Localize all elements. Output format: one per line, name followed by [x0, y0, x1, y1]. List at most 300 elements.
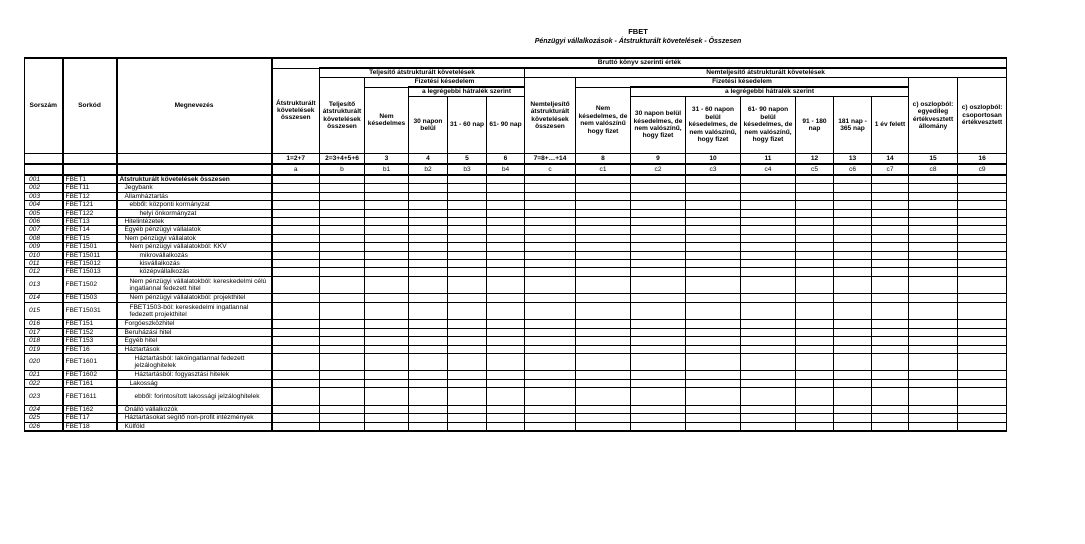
value-cell[interactable]	[741, 243, 796, 251]
value-cell[interactable]	[872, 302, 909, 320]
value-cell[interactable]	[872, 294, 909, 302]
value-cell[interactable]	[272, 251, 320, 259]
value-cell[interactable]	[487, 201, 525, 209]
value-cell[interactable]	[834, 226, 872, 234]
value-cell[interactable]	[796, 422, 834, 431]
value-cell[interactable]	[741, 226, 796, 234]
value-cell[interactable]	[272, 234, 320, 242]
value-cell[interactable]	[320, 371, 365, 379]
value-cell[interactable]	[909, 422, 958, 431]
value-cell[interactable]	[487, 379, 525, 387]
value-cell[interactable]	[631, 175, 686, 184]
value-cell[interactable]	[741, 414, 796, 422]
value-cell[interactable]	[686, 379, 741, 387]
value-cell[interactable]	[872, 328, 909, 336]
value-cell[interactable]	[834, 294, 872, 302]
value-cell[interactable]	[525, 320, 576, 328]
value-cell[interactable]	[741, 209, 796, 217]
value-cell[interactable]	[525, 405, 576, 413]
value-cell[interactable]	[796, 268, 834, 276]
value-cell[interactable]	[796, 226, 834, 234]
value-cell[interactable]	[320, 294, 365, 302]
value-cell[interactable]	[909, 209, 958, 217]
value-cell[interactable]	[320, 337, 365, 345]
value-cell[interactable]	[796, 251, 834, 259]
value-cell[interactable]	[320, 175, 365, 184]
value-cell[interactable]	[487, 260, 525, 268]
value-cell[interactable]	[448, 328, 487, 336]
value-cell[interactable]	[525, 302, 576, 320]
value-cell[interactable]	[320, 226, 365, 234]
value-cell[interactable]	[686, 337, 741, 345]
value-cell[interactable]	[487, 209, 525, 217]
value-cell[interactable]	[272, 379, 320, 387]
value-cell[interactable]	[631, 345, 686, 353]
value-cell[interactable]	[909, 218, 958, 226]
value-cell[interactable]	[365, 251, 409, 259]
value-cell[interactable]	[741, 218, 796, 226]
value-cell[interactable]	[409, 276, 448, 294]
value-cell[interactable]	[686, 251, 741, 259]
value-cell[interactable]	[365, 320, 409, 328]
value-cell[interactable]	[834, 379, 872, 387]
value-cell[interactable]	[909, 243, 958, 251]
value-cell[interactable]	[741, 302, 796, 320]
value-cell[interactable]	[958, 414, 1007, 422]
value-cell[interactable]	[741, 422, 796, 431]
value-cell[interactable]	[525, 414, 576, 422]
value-cell[interactable]	[272, 226, 320, 234]
value-cell[interactable]	[909, 276, 958, 294]
value-cell[interactable]	[834, 353, 872, 371]
value-cell[interactable]	[448, 234, 487, 242]
value-cell[interactable]	[796, 379, 834, 387]
value-cell[interactable]	[741, 320, 796, 328]
value-cell[interactable]	[409, 405, 448, 413]
value-cell[interactable]	[525, 337, 576, 345]
value-cell[interactable]	[796, 345, 834, 353]
value-cell[interactable]	[487, 422, 525, 431]
value-cell[interactable]	[365, 388, 409, 406]
value-cell[interactable]	[872, 243, 909, 251]
value-cell[interactable]	[272, 302, 320, 320]
value-cell[interactable]	[909, 353, 958, 371]
value-cell[interactable]	[409, 337, 448, 345]
value-cell[interactable]	[320, 405, 365, 413]
value-cell[interactable]	[958, 175, 1007, 184]
value-cell[interactable]	[525, 201, 576, 209]
value-cell[interactable]	[834, 209, 872, 217]
value-cell[interactable]	[409, 302, 448, 320]
value-cell[interactable]	[320, 414, 365, 422]
value-cell[interactable]	[686, 388, 741, 406]
value-cell[interactable]	[686, 192, 741, 200]
value-cell[interactable]	[576, 218, 631, 226]
value-cell[interactable]	[487, 276, 525, 294]
value-cell[interactable]	[409, 209, 448, 217]
value-cell[interactable]	[909, 234, 958, 242]
value-cell[interactable]	[448, 422, 487, 431]
value-cell[interactable]	[909, 302, 958, 320]
value-cell[interactable]	[834, 243, 872, 251]
value-cell[interactable]	[525, 379, 576, 387]
value-cell[interactable]	[409, 251, 448, 259]
value-cell[interactable]	[448, 302, 487, 320]
value-cell[interactable]	[958, 422, 1007, 431]
value-cell[interactable]	[686, 353, 741, 371]
value-cell[interactable]	[909, 260, 958, 268]
value-cell[interactable]	[448, 353, 487, 371]
value-cell[interactable]	[525, 209, 576, 217]
value-cell[interactable]	[631, 192, 686, 200]
value-cell[interactable]	[796, 201, 834, 209]
value-cell[interactable]	[409, 388, 448, 406]
value-cell[interactable]	[525, 192, 576, 200]
value-cell[interactable]	[525, 328, 576, 336]
value-cell[interactable]	[576, 388, 631, 406]
value-cell[interactable]	[686, 294, 741, 302]
value-cell[interactable]	[872, 184, 909, 192]
value-cell[interactable]	[525, 276, 576, 294]
value-cell[interactable]	[409, 184, 448, 192]
value-cell[interactable]	[958, 353, 1007, 371]
value-cell[interactable]	[320, 243, 365, 251]
value-cell[interactable]	[686, 175, 741, 184]
value-cell[interactable]	[576, 192, 631, 200]
value-cell[interactable]	[796, 294, 834, 302]
value-cell[interactable]	[448, 251, 487, 259]
value-cell[interactable]	[487, 328, 525, 336]
value-cell[interactable]	[958, 218, 1007, 226]
value-cell[interactable]	[631, 184, 686, 192]
value-cell[interactable]	[958, 234, 1007, 242]
value-cell[interactable]	[872, 268, 909, 276]
value-cell[interactable]	[872, 234, 909, 242]
value-cell[interactable]	[487, 175, 525, 184]
value-cell[interactable]	[576, 371, 631, 379]
value-cell[interactable]	[958, 320, 1007, 328]
value-cell[interactable]	[958, 337, 1007, 345]
value-cell[interactable]	[796, 175, 834, 184]
value-cell[interactable]	[320, 353, 365, 371]
value-cell[interactable]	[409, 328, 448, 336]
value-cell[interactable]	[958, 201, 1007, 209]
value-cell[interactable]	[576, 276, 631, 294]
value-cell[interactable]	[834, 337, 872, 345]
value-cell[interactable]	[525, 388, 576, 406]
value-cell[interactable]	[872, 175, 909, 184]
value-cell[interactable]	[487, 345, 525, 353]
value-cell[interactable]	[487, 337, 525, 345]
value-cell[interactable]	[448, 337, 487, 345]
value-cell[interactable]	[487, 234, 525, 242]
value-cell[interactable]	[525, 345, 576, 353]
value-cell[interactable]	[320, 276, 365, 294]
value-cell[interactable]	[320, 379, 365, 387]
value-cell[interactable]	[272, 175, 320, 184]
value-cell[interactable]	[686, 209, 741, 217]
value-cell[interactable]	[741, 276, 796, 294]
value-cell[interactable]	[958, 405, 1007, 413]
value-cell[interactable]	[686, 371, 741, 379]
value-cell[interactable]	[272, 388, 320, 406]
value-cell[interactable]	[576, 226, 631, 234]
value-cell[interactable]	[909, 371, 958, 379]
value-cell[interactable]	[872, 371, 909, 379]
value-cell[interactable]	[365, 379, 409, 387]
value-cell[interactable]	[796, 234, 834, 242]
value-cell[interactable]	[796, 388, 834, 406]
value-cell[interactable]	[796, 192, 834, 200]
value-cell[interactable]	[272, 422, 320, 431]
value-cell[interactable]	[365, 294, 409, 302]
value-cell[interactable]	[631, 388, 686, 406]
value-cell[interactable]	[448, 405, 487, 413]
value-cell[interactable]	[631, 353, 686, 371]
value-cell[interactable]	[631, 218, 686, 226]
value-cell[interactable]	[872, 405, 909, 413]
value-cell[interactable]	[365, 201, 409, 209]
value-cell[interactable]	[487, 388, 525, 406]
value-cell[interactable]	[272, 192, 320, 200]
value-cell[interactable]	[686, 302, 741, 320]
value-cell[interactable]	[631, 422, 686, 431]
value-cell[interactable]	[576, 422, 631, 431]
value-cell[interactable]	[365, 414, 409, 422]
value-cell[interactable]	[525, 251, 576, 259]
value-cell[interactable]	[958, 251, 1007, 259]
value-cell[interactable]	[576, 260, 631, 268]
value-cell[interactable]	[834, 371, 872, 379]
value-cell[interactable]	[576, 251, 631, 259]
value-cell[interactable]	[872, 251, 909, 259]
value-cell[interactable]	[272, 320, 320, 328]
value-cell[interactable]	[872, 218, 909, 226]
value-cell[interactable]	[686, 201, 741, 209]
value-cell[interactable]	[272, 268, 320, 276]
value-cell[interactable]	[409, 243, 448, 251]
value-cell[interactable]	[958, 268, 1007, 276]
value-cell[interactable]	[320, 268, 365, 276]
value-cell[interactable]	[525, 371, 576, 379]
value-cell[interactable]	[576, 405, 631, 413]
value-cell[interactable]	[909, 320, 958, 328]
value-cell[interactable]	[320, 251, 365, 259]
value-cell[interactable]	[834, 276, 872, 294]
value-cell[interactable]	[741, 268, 796, 276]
value-cell[interactable]	[741, 234, 796, 242]
value-cell[interactable]	[909, 379, 958, 387]
value-cell[interactable]	[686, 345, 741, 353]
value-cell[interactable]	[958, 192, 1007, 200]
value-cell[interactable]	[631, 302, 686, 320]
value-cell[interactable]	[409, 234, 448, 242]
value-cell[interactable]	[365, 260, 409, 268]
value-cell[interactable]	[686, 320, 741, 328]
value-cell[interactable]	[409, 218, 448, 226]
value-cell[interactable]	[448, 268, 487, 276]
value-cell[interactable]	[525, 353, 576, 371]
value-cell[interactable]	[741, 192, 796, 200]
value-cell[interactable]	[576, 209, 631, 217]
value-cell[interactable]	[631, 294, 686, 302]
value-cell[interactable]	[272, 260, 320, 268]
value-cell[interactable]	[487, 371, 525, 379]
value-cell[interactable]	[365, 328, 409, 336]
value-cell[interactable]	[365, 268, 409, 276]
value-cell[interactable]	[686, 260, 741, 268]
value-cell[interactable]	[834, 234, 872, 242]
value-cell[interactable]	[320, 192, 365, 200]
value-cell[interactable]	[320, 388, 365, 406]
value-cell[interactable]	[365, 184, 409, 192]
value-cell[interactable]	[365, 345, 409, 353]
value-cell[interactable]	[487, 243, 525, 251]
value-cell[interactable]	[487, 268, 525, 276]
value-cell[interactable]	[631, 260, 686, 268]
value-cell[interactable]	[487, 192, 525, 200]
value-cell[interactable]	[525, 260, 576, 268]
value-cell[interactable]	[686, 218, 741, 226]
value-cell[interactable]	[958, 243, 1007, 251]
value-cell[interactable]	[272, 294, 320, 302]
value-cell[interactable]	[958, 209, 1007, 217]
value-cell[interactable]	[686, 184, 741, 192]
value-cell[interactable]	[834, 414, 872, 422]
value-cell[interactable]	[409, 268, 448, 276]
value-cell[interactable]	[631, 414, 686, 422]
value-cell[interactable]	[872, 337, 909, 345]
value-cell[interactable]	[872, 276, 909, 294]
value-cell[interactable]	[741, 175, 796, 184]
value-cell[interactable]	[741, 353, 796, 371]
value-cell[interactable]	[958, 371, 1007, 379]
value-cell[interactable]	[448, 345, 487, 353]
value-cell[interactable]	[872, 345, 909, 353]
value-cell[interactable]	[834, 345, 872, 353]
value-cell[interactable]	[796, 243, 834, 251]
value-cell[interactable]	[320, 260, 365, 268]
value-cell[interactable]	[320, 320, 365, 328]
value-cell[interactable]	[448, 388, 487, 406]
value-cell[interactable]	[686, 328, 741, 336]
value-cell[interactable]	[958, 184, 1007, 192]
value-cell[interactable]	[487, 302, 525, 320]
value-cell[interactable]	[448, 294, 487, 302]
value-cell[interactable]	[448, 184, 487, 192]
value-cell[interactable]	[576, 414, 631, 422]
value-cell[interactable]	[958, 345, 1007, 353]
value-cell[interactable]	[958, 388, 1007, 406]
value-cell[interactable]	[834, 320, 872, 328]
value-cell[interactable]	[409, 175, 448, 184]
value-cell[interactable]	[365, 405, 409, 413]
value-cell[interactable]	[741, 337, 796, 345]
value-cell[interactable]	[834, 302, 872, 320]
value-cell[interactable]	[631, 268, 686, 276]
value-cell[interactable]	[409, 371, 448, 379]
value-cell[interactable]	[631, 234, 686, 242]
value-cell[interactable]	[448, 226, 487, 234]
value-cell[interactable]	[796, 184, 834, 192]
value-cell[interactable]	[909, 294, 958, 302]
value-cell[interactable]	[409, 294, 448, 302]
value-cell[interactable]	[872, 422, 909, 431]
value-cell[interactable]	[631, 320, 686, 328]
value-cell[interactable]	[741, 328, 796, 336]
value-cell[interactable]	[272, 184, 320, 192]
value-cell[interactable]	[272, 243, 320, 251]
value-cell[interactable]	[487, 226, 525, 234]
value-cell[interactable]	[686, 422, 741, 431]
value-cell[interactable]	[448, 175, 487, 184]
value-cell[interactable]	[796, 209, 834, 217]
value-cell[interactable]	[686, 414, 741, 422]
value-cell[interactable]	[872, 209, 909, 217]
value-cell[interactable]	[834, 268, 872, 276]
value-cell[interactable]	[686, 226, 741, 234]
value-cell[interactable]	[576, 320, 631, 328]
value-cell[interactable]	[686, 276, 741, 294]
value-cell[interactable]	[909, 405, 958, 413]
value-cell[interactable]	[909, 268, 958, 276]
value-cell[interactable]	[525, 218, 576, 226]
value-cell[interactable]	[525, 184, 576, 192]
value-cell[interactable]	[365, 175, 409, 184]
value-cell[interactable]	[576, 345, 631, 353]
value-cell[interactable]	[872, 379, 909, 387]
value-cell[interactable]	[576, 337, 631, 345]
value-cell[interactable]	[525, 234, 576, 242]
value-cell[interactable]	[741, 201, 796, 209]
value-cell[interactable]	[448, 276, 487, 294]
value-cell[interactable]	[834, 175, 872, 184]
value-cell[interactable]	[320, 234, 365, 242]
value-cell[interactable]	[365, 226, 409, 234]
value-cell[interactable]	[796, 405, 834, 413]
value-cell[interactable]	[272, 201, 320, 209]
value-cell[interactable]	[576, 184, 631, 192]
value-cell[interactable]	[525, 226, 576, 234]
value-cell[interactable]	[365, 276, 409, 294]
value-cell[interactable]	[958, 294, 1007, 302]
value-cell[interactable]	[487, 320, 525, 328]
value-cell[interactable]	[576, 234, 631, 242]
value-cell[interactable]	[834, 184, 872, 192]
value-cell[interactable]	[448, 243, 487, 251]
value-cell[interactable]	[872, 192, 909, 200]
value-cell[interactable]	[487, 251, 525, 259]
value-cell[interactable]	[320, 422, 365, 431]
value-cell[interactable]	[872, 353, 909, 371]
value-cell[interactable]	[686, 405, 741, 413]
value-cell[interactable]	[272, 209, 320, 217]
value-cell[interactable]	[958, 379, 1007, 387]
value-cell[interactable]	[487, 218, 525, 226]
value-cell[interactable]	[576, 294, 631, 302]
value-cell[interactable]	[409, 353, 448, 371]
value-cell[interactable]	[909, 175, 958, 184]
value-cell[interactable]	[909, 328, 958, 336]
value-cell[interactable]	[576, 379, 631, 387]
value-cell[interactable]	[576, 268, 631, 276]
value-cell[interactable]	[487, 353, 525, 371]
value-cell[interactable]	[272, 218, 320, 226]
value-cell[interactable]	[448, 414, 487, 422]
value-cell[interactable]	[686, 234, 741, 242]
value-cell[interactable]	[409, 379, 448, 387]
value-cell[interactable]	[320, 184, 365, 192]
